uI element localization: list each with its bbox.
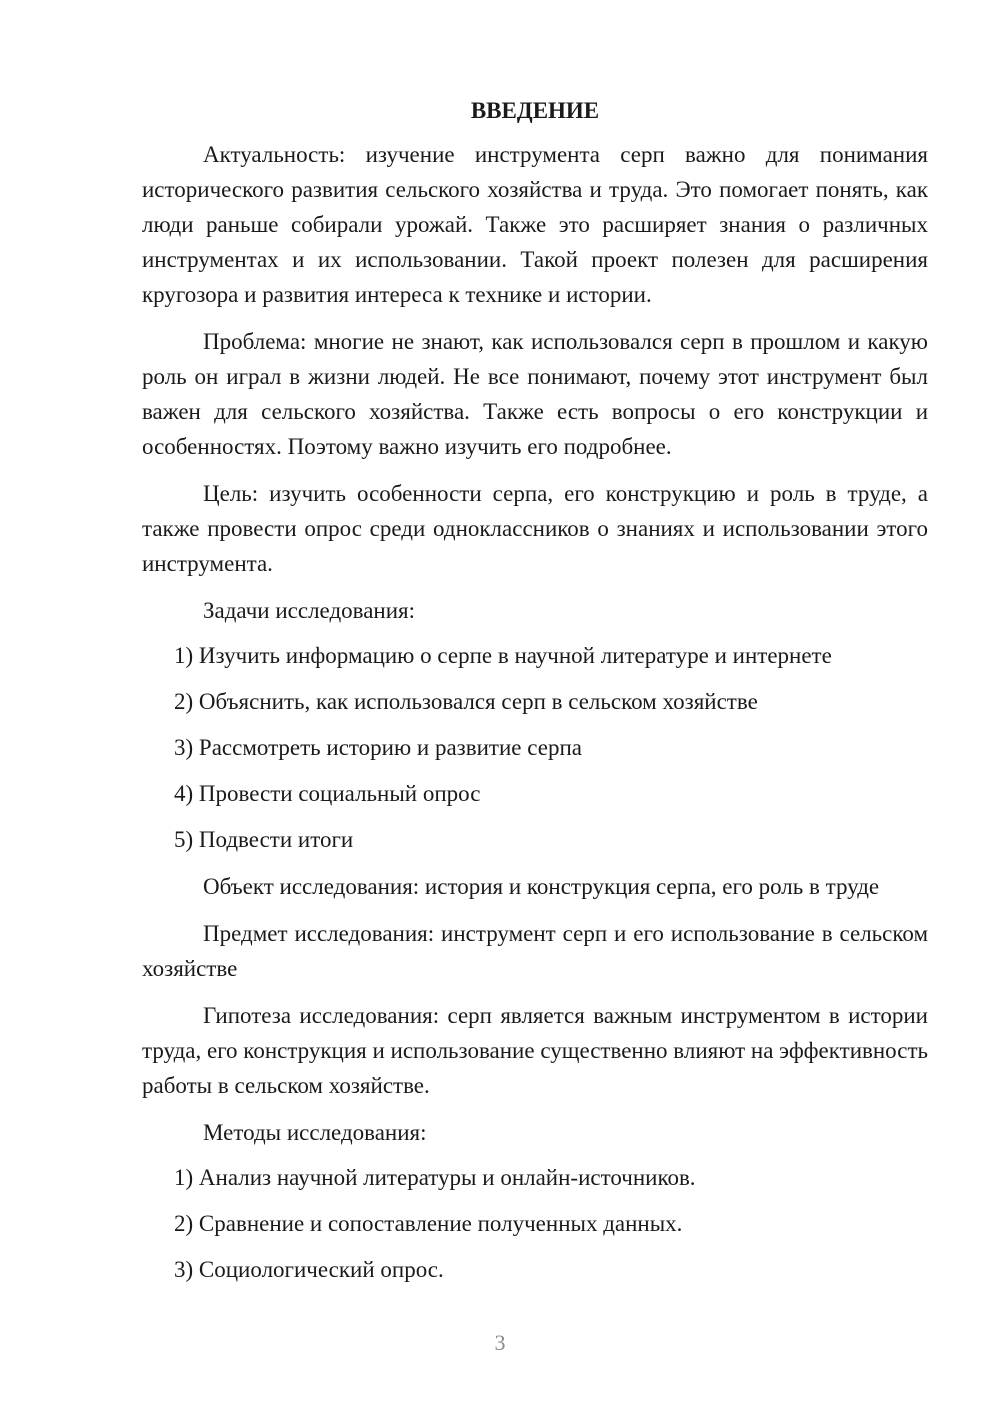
subject-paragraph: Предмет исследования: инструмент серп и его использование в сельском хозяйстве bbox=[142, 921, 928, 981]
list-item: 2) Объяснить, как использовался серп в сельском хозяйстве bbox=[174, 689, 758, 714]
hypothesis-paragraph: Гипотеза исследования: серп является важным инструментом в истории труда, его конструкция и использование существенно влияют на эффективность работы в сельском хозяйстве. bbox=[142, 1003, 928, 1098]
tasks-heading: Задачи исследования: bbox=[203, 598, 416, 623]
list-item: 3) Социологический опрос. bbox=[174, 1257, 444, 1282]
page-title: ВВЕДЕНИЕ bbox=[470, 98, 600, 123]
goal-paragraph: Цель: изучить особенности серпа, его конструкцию и роль в труде, а также провести опрос среди одноклассников о знаниях и использовании этого инструмента. bbox=[142, 481, 928, 576]
problem-paragraph: Проблема: многие не знают, как использовался серп в прошлом и какую роль он играл в жизни людей. Не все понимают, почему этот инструмент был важен для сельского хозяйства. Также есть вопросы о его конструкции и особенностях. Поэтому важно изучить его подробнее. bbox=[142, 329, 928, 459]
list-item: 1) Изучить информацию о серпе в научной литературе и интернете bbox=[174, 643, 832, 668]
document-page bbox=[142, 96, 928, 1299]
list-item: 5) Подвести итоги bbox=[174, 827, 354, 852]
object-paragraph: Объект исследования: история и конструкция серпа, его роль в труде bbox=[203, 874, 880, 899]
methods-heading: Методы исследования: bbox=[203, 1120, 427, 1145]
methods-list bbox=[142, 1160, 928, 1287]
page-number: 3 bbox=[494, 1330, 506, 1355]
list-item: 3) Рассмотреть историю и развитие серпа bbox=[174, 735, 582, 760]
tasks-list bbox=[142, 638, 928, 857]
list-item: 2) Сравнение и сопоставление полученных данных. bbox=[174, 1211, 683, 1236]
relevance-paragraph: Актуальность: изучение инструмента серп важно для понимания исторического развития сельского хозяйства и труда. Это помогает понять, как люди раньше собирали урожай. Также это расширяет знания о различных инструментах и их использовании. Такой проект полезен для расширения кругозора и развития интереса к технике и истории. bbox=[142, 142, 928, 307]
list-item: 4) Провести социальный опрос bbox=[174, 781, 481, 806]
list-item: 1) Анализ научной литературы и онлайн-источников. bbox=[174, 1165, 696, 1190]
